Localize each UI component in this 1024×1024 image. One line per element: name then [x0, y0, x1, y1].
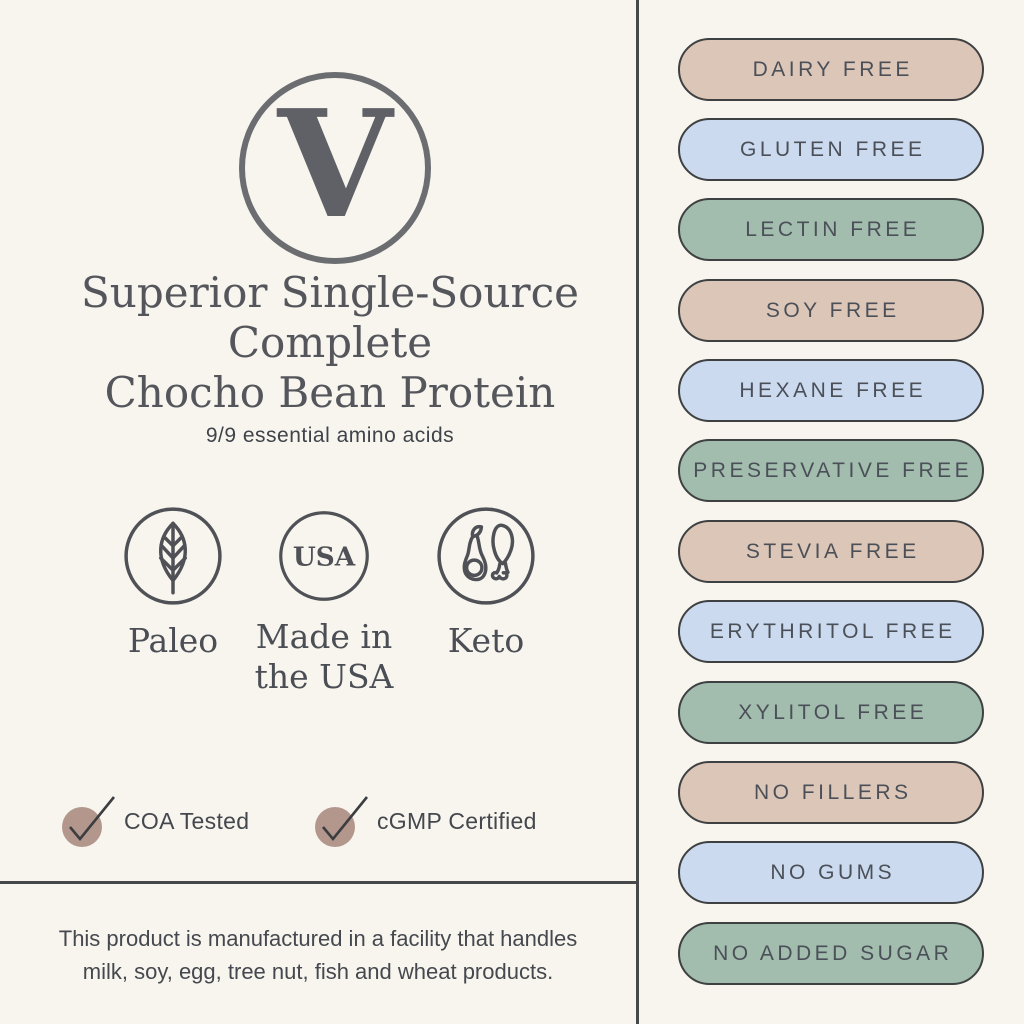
- badge-hexane-free: HEXANE FREE: [678, 359, 984, 422]
- badge-no-gums: NO GUMS: [678, 841, 984, 904]
- feature-made-in-usa-label: Made in the USA: [254, 617, 394, 696]
- leaf-icon: [122, 505, 224, 607]
- amino-acids-subtitle: 9/9 essential amino acids: [205, 424, 455, 447]
- feature-keto: [406, 505, 566, 661]
- feature-made-in-usa: [244, 505, 404, 697]
- badge-xylitol-free: XYLITOL FREE: [678, 681, 984, 744]
- badge-stevia-free: STEVIA FREE: [678, 520, 984, 583]
- cert-cgmp-certified: [313, 793, 537, 849]
- badge-soy-free: SOY FREE: [678, 279, 984, 342]
- product-title: [0, 268, 660, 418]
- product-title-line2: Complete: [227, 318, 433, 367]
- feature-paleo: [93, 505, 253, 661]
- badge-erythritol-free: ERYTHRITOL FREE: [678, 600, 984, 663]
- badge-preservative-free: PRESERVATIVE FREE: [678, 439, 984, 502]
- badge-lectin-free: LECTIN FREE: [678, 198, 984, 261]
- usa-icon-text: USA: [292, 541, 356, 573]
- badge-no-fillers: NO FILLERS: [678, 761, 984, 824]
- allergen-disclaimer: [0, 922, 636, 988]
- brand-logo-letter: V: [277, 77, 393, 251]
- badge-gluten-free: GLUTEN FREE: [678, 118, 984, 181]
- feature-paleo-label: Paleo: [127, 621, 219, 660]
- check-icon: [313, 793, 373, 849]
- cert-cgmp-certified-label: cGMP Certified: [377, 807, 537, 834]
- keto-icon: [435, 505, 537, 607]
- badge-column: [639, 0, 1024, 1024]
- cert-coa-tested-label: COA Tested: [124, 807, 250, 834]
- cert-coa-tested: [60, 793, 249, 849]
- brand-logo: [239, 72, 431, 264]
- allergen-disclaimer-line1: This product is manufactured in a facility that handles: [58, 926, 578, 951]
- usa-icon: [277, 509, 371, 603]
- allergen-disclaimer-line2: milk, soy, egg, tree nut, fish and wheat products.: [82, 959, 554, 984]
- product-title-line3: Chocho Bean Protein: [104, 368, 556, 417]
- check-icon: [60, 793, 120, 849]
- badge-no-added-sugar: NO ADDED SUGAR: [678, 922, 984, 985]
- feature-keto-label: Keto: [447, 621, 525, 660]
- badge-dairy-free: DAIRY FREE: [678, 38, 984, 101]
- product-title-line1: Superior Single-Source: [81, 268, 579, 317]
- horizontal-divider: [0, 881, 636, 884]
